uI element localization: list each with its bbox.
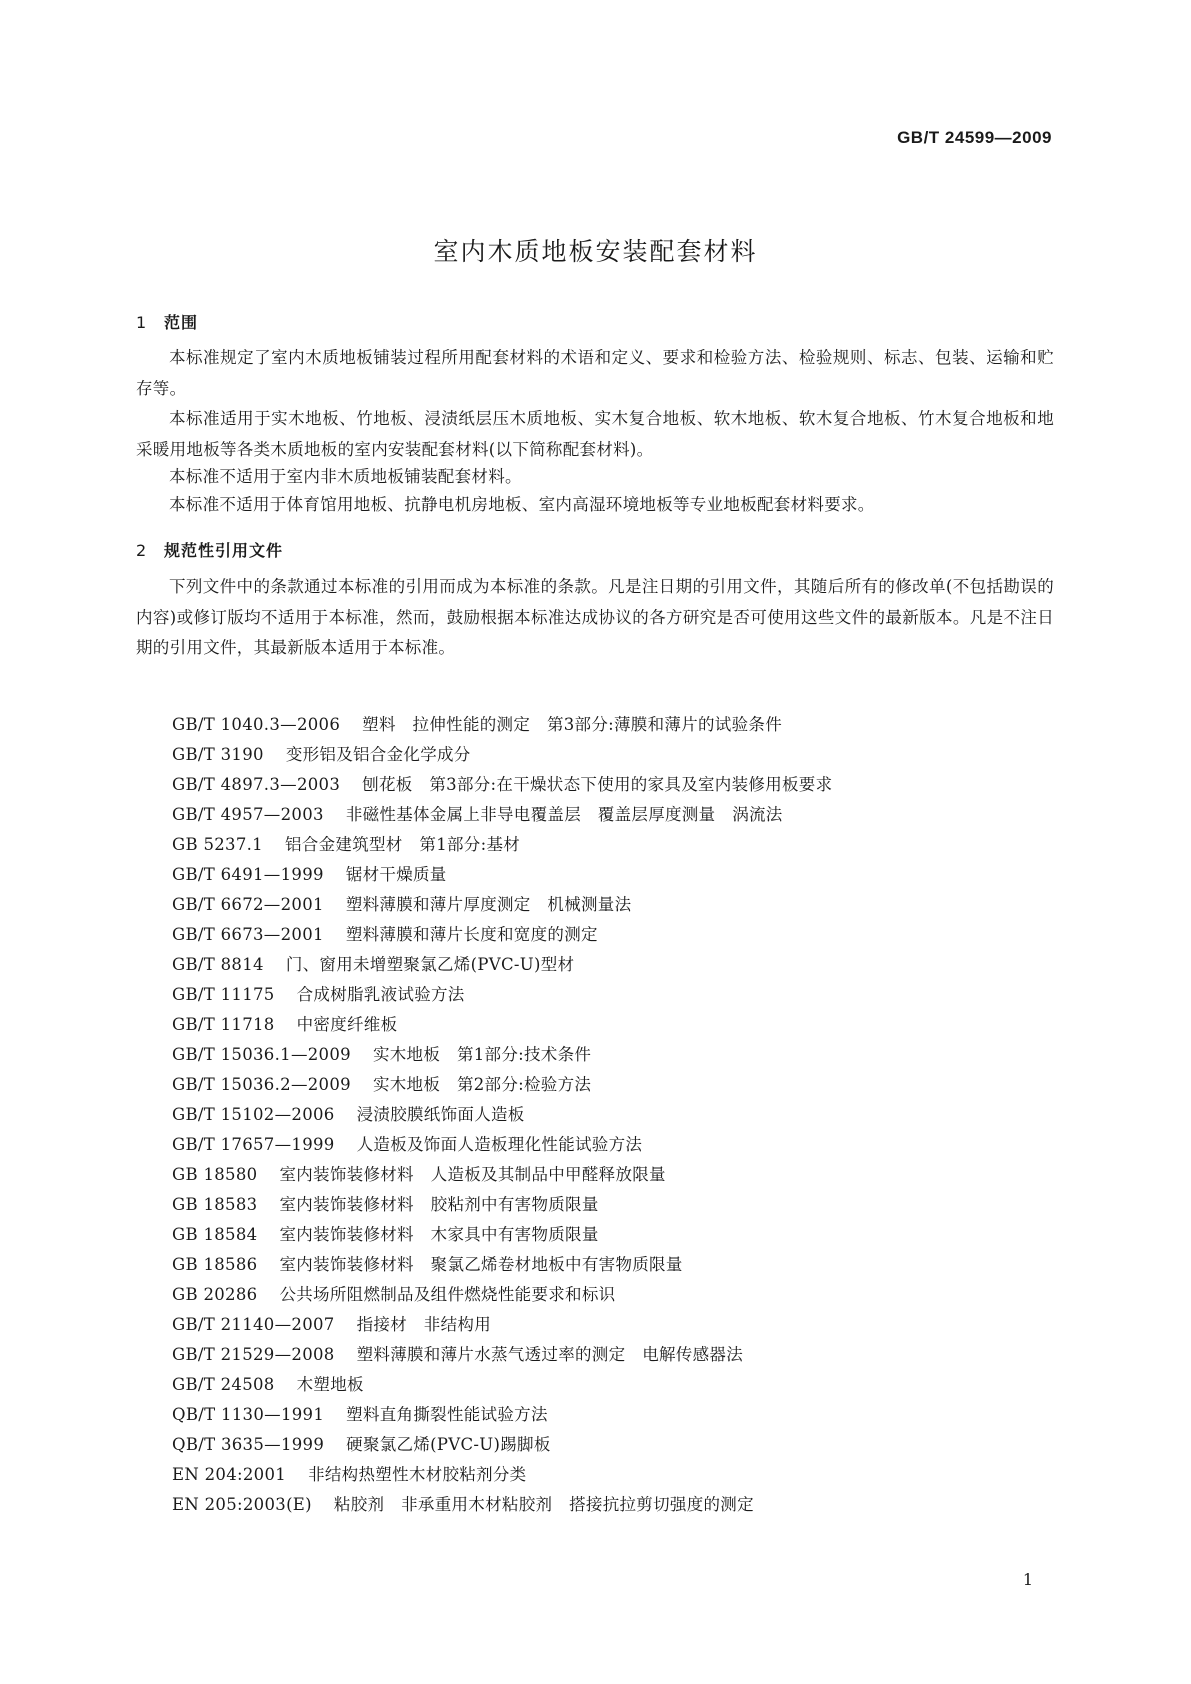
reference-code: QB/T 3635—1999 bbox=[172, 1435, 325, 1454]
reference-item bbox=[172, 740, 832, 770]
reference-item bbox=[172, 1190, 832, 1220]
section-1-paragraph-2: 本标准适用于实木地板、竹地板、浸渍纸层压木质地板、实木复合地板、软木地板、软木复合地板、竹木复合地板和地采暖用地板等各类木质地板的室内安装配套材料(以下简称配套材料)。 bbox=[136, 409, 1054, 459]
reference-item bbox=[172, 1310, 832, 1340]
section-1-paragraph-3: 本标准不适用于室内非木质地板铺装配套材料。 bbox=[169, 467, 522, 486]
reference-title: 塑料薄膜和薄片长度和宽度的测定 bbox=[345, 925, 598, 944]
reference-item bbox=[172, 1130, 832, 1160]
reference-code: GB 18584 bbox=[172, 1225, 258, 1244]
reference-item bbox=[172, 1220, 832, 1250]
reference-title: 塑料 拉伸性能的测定 第3部分:薄膜和薄片的试验条件 bbox=[362, 715, 782, 734]
reference-title: 塑料直角撕裂性能试验方法 bbox=[346, 1405, 548, 1424]
section-2-title: 规范性引用文件 bbox=[164, 541, 284, 560]
reference-code: GB/T 8814 bbox=[172, 955, 264, 974]
reference-item bbox=[172, 1340, 832, 1370]
reference-title: 塑料薄膜和薄片厚度测定 机械测量法 bbox=[345, 895, 632, 914]
reference-title: 室内装饰装修材料 胶粘剂中有害物质限量 bbox=[279, 1195, 599, 1214]
reference-code: GB/T 11718 bbox=[172, 1015, 275, 1034]
reference-item bbox=[172, 770, 832, 800]
reference-item bbox=[172, 1100, 832, 1130]
reference-title: 实木地板 第1部分:技术条件 bbox=[372, 1045, 592, 1064]
reference-code: GB 18580 bbox=[172, 1165, 258, 1184]
reference-title: 塑料薄膜和薄片水蒸气透过率的测定 电解传感器法 bbox=[356, 1345, 744, 1364]
reference-item bbox=[172, 1370, 832, 1400]
reference-item bbox=[172, 920, 832, 950]
reference-item bbox=[172, 1490, 832, 1520]
reference-code: GB 18586 bbox=[172, 1255, 258, 1274]
reference-code: EN 204:2001 bbox=[172, 1465, 287, 1484]
reference-title: 实木地板 第2部分:检验方法 bbox=[372, 1075, 592, 1094]
reference-item bbox=[172, 1010, 832, 1040]
reference-code: GB 20286 bbox=[172, 1285, 258, 1304]
reference-item bbox=[172, 1280, 832, 1310]
section-2-number: 2 bbox=[136, 541, 148, 560]
reference-code: GB/T 6491—1999 bbox=[172, 865, 324, 884]
reference-title: 中密度纤维板 bbox=[296, 1015, 398, 1034]
reference-code: GB/T 4957—2003 bbox=[172, 805, 324, 824]
reference-code: GB/T 15036.1—2009 bbox=[172, 1045, 351, 1064]
standard-code: GB/T 24599—2009 bbox=[897, 128, 1052, 147]
section-2-heading bbox=[136, 538, 283, 561]
reference-title: 室内装饰装修材料 木家具中有害物质限量 bbox=[279, 1225, 599, 1244]
reference-title: 变形铝及铝合金化学成分 bbox=[285, 745, 471, 764]
reference-item bbox=[172, 980, 832, 1010]
reference-item bbox=[172, 710, 832, 740]
reference-item bbox=[172, 1160, 832, 1190]
reference-title: 室内装饰装修材料 人造板及其制品中甲醛释放限量 bbox=[279, 1165, 666, 1184]
reference-code: GB/T 6672—2001 bbox=[172, 895, 324, 914]
reference-title: 非磁性基体金属上非导电覆盖层 覆盖层厚度测量 涡流法 bbox=[345, 805, 783, 824]
reference-code: GB 18583 bbox=[172, 1195, 258, 1214]
section-1-paragraph-4: 本标准不适用于体育馆用地板、抗静电机房地板、室内高湿环境地板等专业地板配套材料要求。 bbox=[169, 495, 875, 514]
section-1-paragraph-1: 本标准规定了室内木质地板铺装过程所用配套材料的术语和定义、要求和检验方法、检验规则、标志、包装、运输和贮存等。 bbox=[136, 348, 1054, 398]
reference-code: GB/T 21529—2008 bbox=[172, 1345, 335, 1364]
reference-item bbox=[172, 1430, 832, 1460]
reference-title: 浸渍胶膜纸饰面人造板 bbox=[356, 1105, 525, 1124]
reference-code: GB/T 17657—1999 bbox=[172, 1135, 335, 1154]
reference-title: 门、窗用未增塑聚氯乙烯(PVC-U)型材 bbox=[285, 955, 575, 974]
reference-item bbox=[172, 800, 832, 830]
page-number: 1 bbox=[1022, 1570, 1033, 1589]
reference-item bbox=[172, 1400, 832, 1430]
document-title: 室内木质地板安装配套材料 bbox=[433, 237, 758, 266]
reference-title: 粘胶剂 非承重用木材粘胶剂 搭接抗拉剪切强度的测定 bbox=[333, 1495, 754, 1514]
reference-code: QB/T 1130—1991 bbox=[172, 1405, 325, 1424]
reference-code: GB/T 11175 bbox=[172, 985, 275, 1004]
reference-item bbox=[172, 1040, 832, 1070]
reference-code: GB/T 24508 bbox=[172, 1375, 275, 1394]
reference-title: 非结构热塑性木材胶粘剂分类 bbox=[308, 1465, 527, 1484]
reference-title: 公共场所阻燃制品及组件燃烧性能要求和标识 bbox=[279, 1285, 616, 1304]
reference-title: 木塑地板 bbox=[296, 1375, 364, 1394]
section-2-intro: 下列文件中的条款通过本标准的引用而成为本标准的条款。凡是注日期的引用文件，其随后所有的修改单(不包括勘误的内容)或修订版均不适用于本标准，然而，鼓励根据本标准达成协议的各方研究是否可使用这些文件的最新版本。凡是不注日期的引用文件，其最新版本适用于本标准。 bbox=[136, 577, 1054, 657]
reference-list bbox=[172, 710, 832, 1520]
reference-item bbox=[172, 950, 832, 980]
reference-code: EN 205:2003(E) bbox=[172, 1495, 312, 1514]
reference-title: 锯材干燥质量 bbox=[345, 865, 447, 884]
reference-title: 刨花板 第3部分:在干燥状态下使用的家具及室内装修用板要求 bbox=[362, 775, 833, 794]
section-1-heading bbox=[136, 310, 198, 333]
reference-code: GB 5237.1 bbox=[172, 835, 263, 854]
reference-code: GB/T 3190 bbox=[172, 745, 264, 764]
reference-item bbox=[172, 1250, 832, 1280]
reference-code: GB/T 1040.3—2006 bbox=[172, 715, 341, 734]
reference-title: 合成树脂乳液试验方法 bbox=[296, 985, 465, 1004]
reference-title: 硬聚氯乙烯(PVC-U)踢脚板 bbox=[346, 1435, 551, 1454]
reference-code: GB/T 4897.3—2003 bbox=[172, 775, 341, 794]
reference-item bbox=[172, 1070, 832, 1100]
reference-item bbox=[172, 830, 832, 860]
reference-title: 室内装饰装修材料 聚氯乙烯卷材地板中有害物质限量 bbox=[279, 1255, 683, 1274]
reference-code: GB/T 15036.2—2009 bbox=[172, 1075, 351, 1094]
reference-title: 人造板及饰面人造板理化性能试验方法 bbox=[356, 1135, 643, 1154]
reference-item bbox=[172, 1460, 832, 1490]
reference-title: 指接材 非结构用 bbox=[356, 1315, 492, 1334]
reference-item bbox=[172, 860, 832, 890]
section-1-title: 范围 bbox=[164, 313, 199, 332]
reference-title: 铝合金建筑型材 第1部分:基材 bbox=[285, 835, 521, 854]
reference-code: GB/T 21140—2007 bbox=[172, 1315, 335, 1334]
reference-code: GB/T 15102—2006 bbox=[172, 1105, 335, 1124]
reference-code: GB/T 6673—2001 bbox=[172, 925, 324, 944]
section-1-number: 1 bbox=[136, 313, 148, 332]
reference-item bbox=[172, 890, 832, 920]
